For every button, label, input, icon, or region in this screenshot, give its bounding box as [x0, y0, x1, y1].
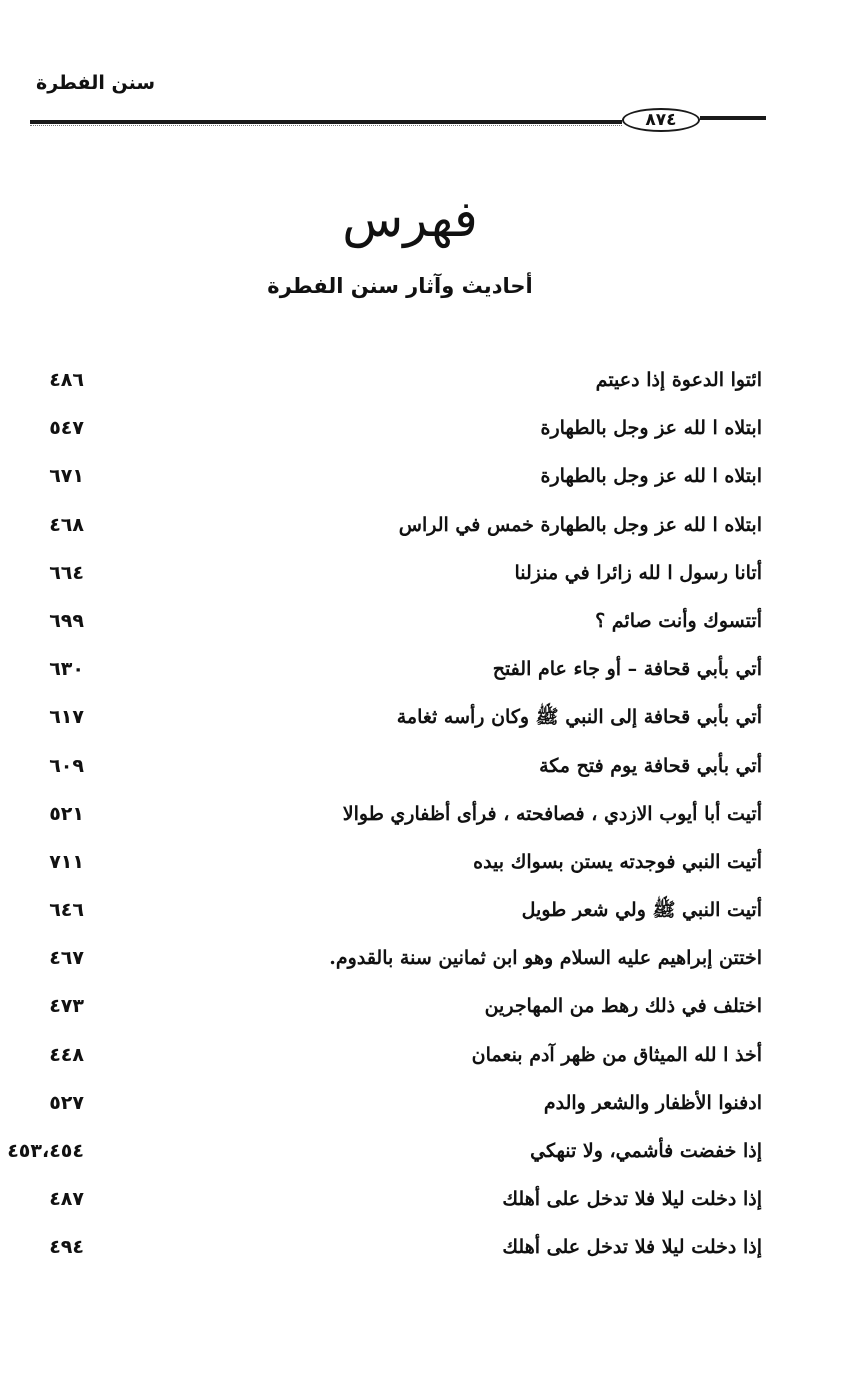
- index-entry: [0, 1033, 868, 1081]
- entry-page-number: ٥٤٧: [49, 417, 84, 440]
- entry-text: ائتوا الدعوة إذا دعيتم: [595, 369, 762, 391]
- entry-page-number: ٦٤٦: [49, 899, 84, 922]
- entry-page-number: ٤٤٨: [49, 1043, 84, 1066]
- index-entry: [0, 599, 868, 647]
- entry-page-number: ٦١٧: [49, 706, 84, 729]
- entry-text: أتيت النبي فوجدته يستن بسواك بيده: [473, 850, 762, 873]
- entry-text: أتتسوك وأنت صائم ؟: [595, 609, 762, 632]
- entry-text: ابتلاه ا لله عز وجل بالطهارة: [540, 465, 762, 488]
- entry-text: اختتن إبراهيم عليه السلام وهو ابن ثمانين سنة بالقدوم.: [329, 947, 762, 970]
- header-rule-right: [700, 116, 766, 120]
- page-number: ٨٧٤: [622, 108, 700, 132]
- entry-text: إذا دخلت ليلا فلا تدخل على أهلك: [502, 1188, 762, 1211]
- index-entry: [0, 1225, 868, 1273]
- index-entry: [0, 888, 868, 936]
- entry-page-number: ٦٦٤: [49, 561, 84, 584]
- index-entry: [0, 503, 868, 551]
- entry-page-number: ٦٩٩: [49, 609, 84, 632]
- index-entry: [0, 1081, 868, 1129]
- entry-text: إذا دخلت ليلا فلا تدخل على أهلك: [502, 1236, 762, 1259]
- index-entry: [0, 551, 868, 599]
- index-title: فهرس: [342, 190, 478, 248]
- entry-page-number: ٦٣٠: [49, 658, 84, 681]
- entry-text: أتانا رسول ا لله زائرا في منزلنا: [514, 561, 762, 584]
- index-entry: [0, 1177, 868, 1225]
- entry-text: ابتلاه ا لله عز وجل بالطهارة خمس في الراس: [398, 513, 762, 536]
- index-entry: [0, 406, 868, 454]
- index-entry: [0, 358, 868, 406]
- index-entry: [0, 454, 868, 502]
- index-entry: [0, 840, 868, 888]
- entry-page-number: ٤٧٣: [49, 995, 84, 1018]
- entry-text: أتي بأبي قحافة يوم فتح مكة: [539, 754, 762, 777]
- index-entry: [0, 1129, 868, 1177]
- index-entry: [0, 936, 868, 984]
- index-subtitle: أحاديث وآثار سنن الفطرة: [267, 274, 533, 298]
- entry-page-number: ٤٨٧: [49, 1188, 84, 1211]
- index-entry: [0, 792, 868, 840]
- entry-page-number: ٤٥٣،٤٥٤: [7, 1140, 84, 1162]
- entry-page-number: ٤٨٦: [49, 369, 84, 391]
- running-title: سنن الفطرة: [36, 72, 156, 94]
- entry-page-number: ٤٦٨: [49, 513, 84, 536]
- entry-text: أتي بأبي قحافة إلى النبي ﷺ وكان رأسه ثغامة: [396, 706, 762, 729]
- entry-text: أتي بأبي قحافة – أو جاء عام الفتح: [492, 658, 762, 681]
- entry-page-number: ٤٦٧: [49, 947, 84, 970]
- entry-text: اختلف في ذلك رهط من المهاجرين: [484, 995, 762, 1018]
- entry-page-number: ٤٩٤: [49, 1236, 84, 1259]
- index-entry-list: [0, 358, 868, 1274]
- entry-page-number: ٥٢١: [49, 802, 84, 825]
- entry-page-number: ٦٠٩: [49, 754, 84, 777]
- entry-text: أتيت أبا أيوب الازدي ، فصافحته ، فرأى أظفاري طوالا: [342, 802, 762, 825]
- entry-page-number: ٥٢٧: [49, 1091, 84, 1114]
- header-rule: [30, 120, 622, 124]
- header-rule-dotted: [30, 125, 622, 126]
- entry-text: أخذ ا لله الميثاق من ظهر آدم بنعمان: [471, 1043, 762, 1066]
- entry-text: ادفنوا الأظفار والشعر والدم: [543, 1091, 762, 1114]
- entry-page-number: ٧١١: [49, 850, 84, 873]
- index-entry: [0, 984, 868, 1032]
- index-entry: [0, 647, 868, 695]
- entry-text: ابتلاه ا لله عز وجل بالطهارة: [540, 417, 762, 440]
- entry-text: أتيت النبي ﷺ ولي شعر طويل: [521, 899, 762, 922]
- index-entry: [0, 695, 868, 743]
- entry-page-number: ٦٧١: [49, 465, 84, 488]
- index-entry: [0, 744, 868, 792]
- entry-text: إذا خفضت فأشمي، ولا تنهكي: [530, 1140, 762, 1162]
